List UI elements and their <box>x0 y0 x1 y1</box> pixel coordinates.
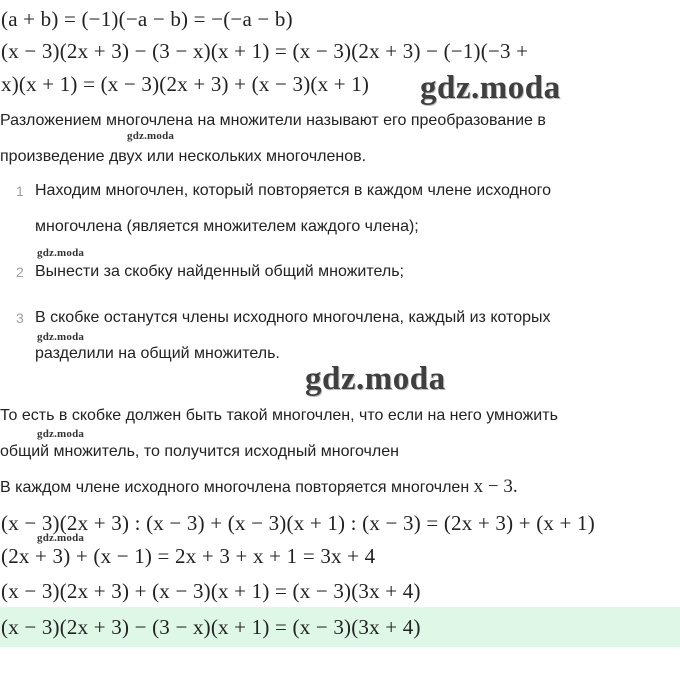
math-line-3: x)(x + 1) = (x − 3)(2x + 3) + (x − 3)(x + 1) <box>1 72 370 96</box>
watermark-small: gdz.moda <box>37 428 85 440</box>
explanation-line-2: общий множитель, то получится исходный многочлен <box>0 443 399 460</box>
step-1-line-1: Находим многочлен, который повторяется в каждом члене исходного <box>35 182 552 199</box>
step-3-line-2: разделили на общий множитель. <box>35 345 280 362</box>
math-division-line: (x − 3)(2x + 3) : (x − 3) + (x − 3)(x + 1) : (x − 3) = (2x + 3) + (x + 1) <box>1 511 595 535</box>
watermark-large: gdz.moda <box>305 361 446 397</box>
answer-line: (x − 3)(2x + 3) − (3 − x)(x + 1) = (x − 3)(3x + 4) <box>1 615 421 639</box>
math-line-2: (x − 3)(2x + 3) − (3 − x)(x + 1) = (x − 3)(2x + 3) − (−1)(−3 + <box>1 39 529 63</box>
repeat-sentence <box>0 477 518 498</box>
step-1-line-2: многочлена (является множителем каждого члена); <box>35 218 419 235</box>
watermark-small: gdz.moda <box>37 247 85 259</box>
watermark-small: gdz.moda <box>37 532 85 544</box>
explanation-line-1: То есть в скобке должен быть такой многочлен, что если на него умножить <box>0 407 558 424</box>
repeat-polynomial: x − 3. <box>473 476 518 497</box>
math-sum-line: (2x + 3) + (x − 1) = 2x + 3 + x + 1 = 3x + 4 <box>1 544 376 568</box>
step-number: 3 <box>16 310 24 326</box>
math-factor-line: (x − 3)(2x + 3) + (x − 3)(x + 1) = (x − 3)(3x + 4) <box>1 579 421 603</box>
watermark-small: gdz.moda <box>127 130 175 142</box>
definition-line-2: произведение двух или нескольких многочленов. <box>0 148 367 165</box>
definition-line-1: Разложением многочлена на множители называют его преобразование в <box>0 112 546 129</box>
step-number: 2 <box>16 264 24 280</box>
math-line-1: (a + b) = (−1)(−a − b) = −(−a − b) <box>1 7 293 31</box>
repeat-text: В каждом члене исходного многочлена повторяется многочлен <box>0 479 474 496</box>
step-2-line-1: Вынести за скобку найденный общий множитель; <box>35 263 404 280</box>
step-number: 1 <box>16 183 24 199</box>
watermark-small: gdz.moda <box>37 331 85 343</box>
step-3-line-1: В скобке останутся члены исходного многочлена, каждый из которых <box>35 309 551 326</box>
watermark-large: gdz.moda <box>420 70 561 106</box>
